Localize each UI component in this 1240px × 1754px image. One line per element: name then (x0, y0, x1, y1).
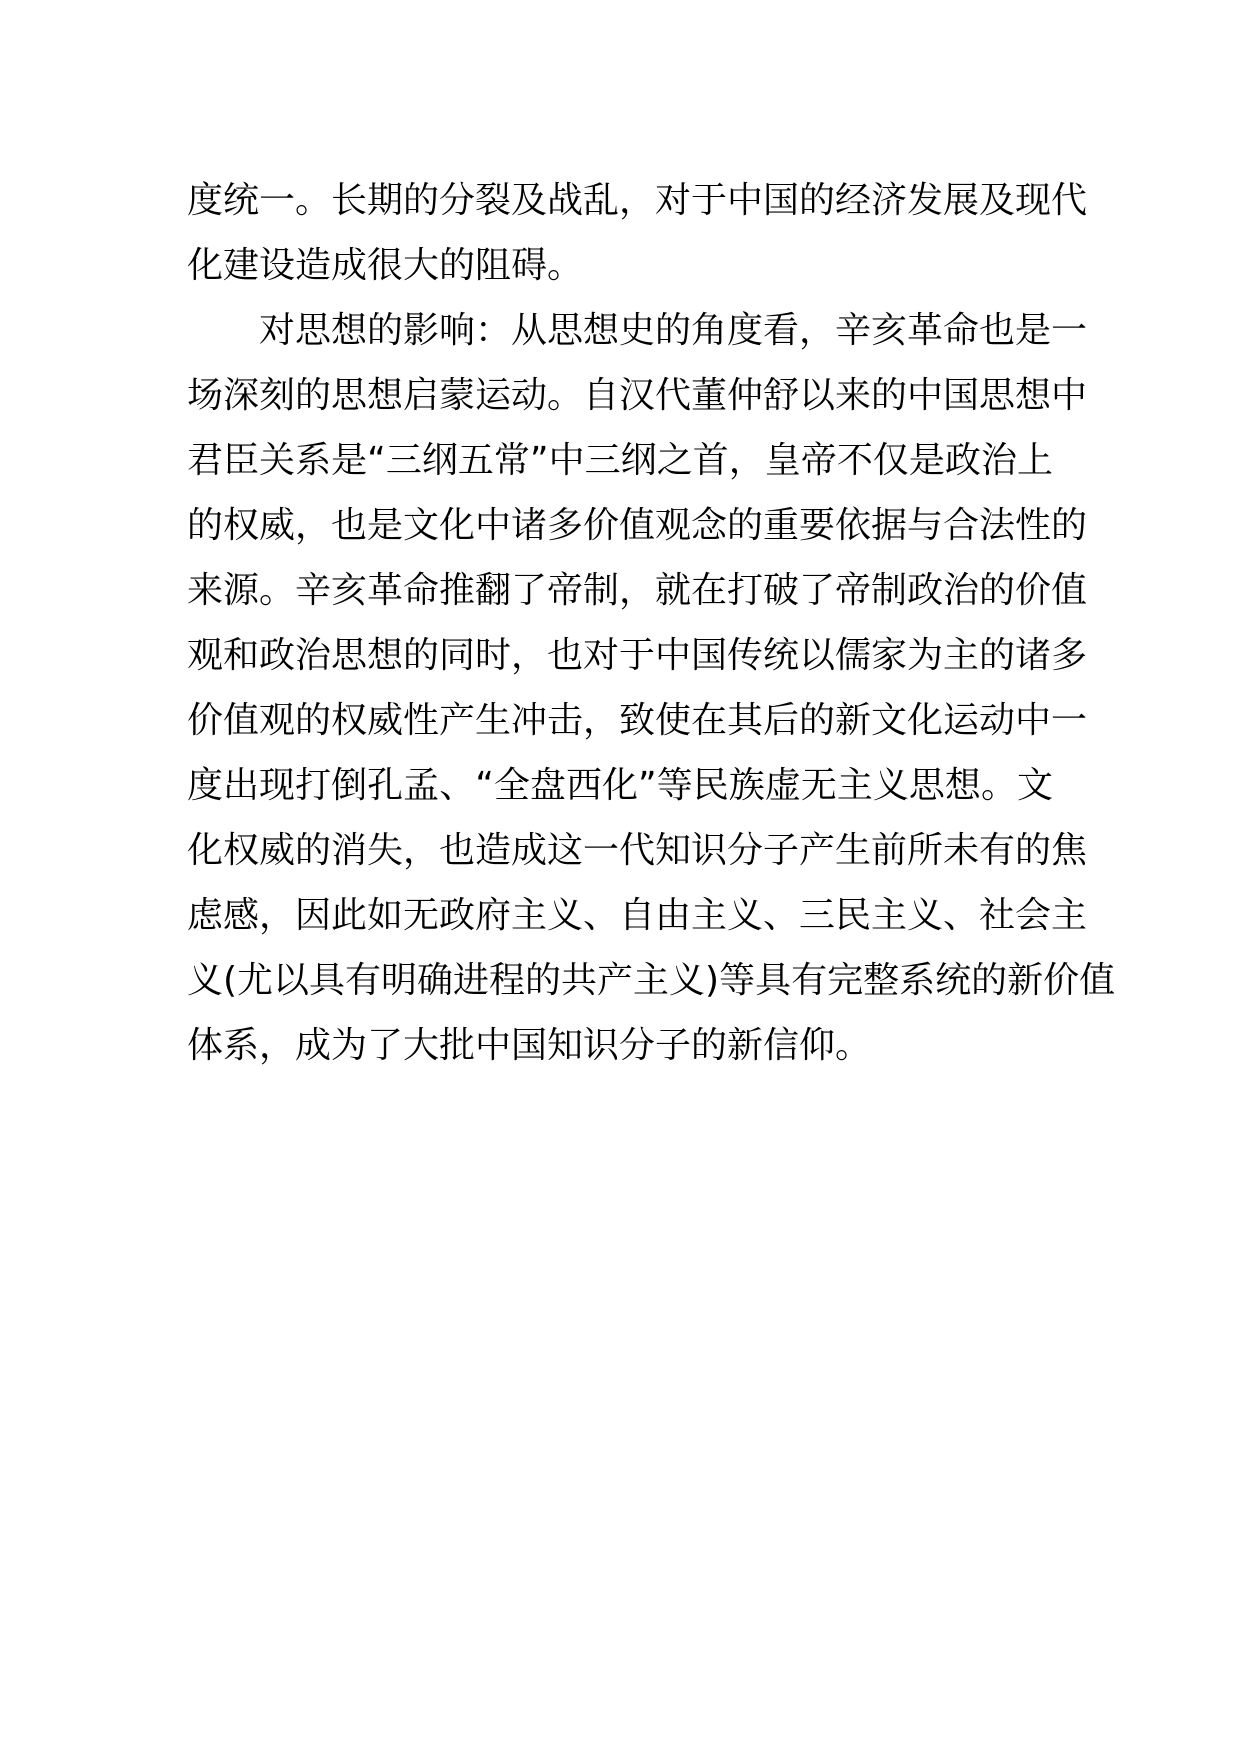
text-line: 场深刻的思想启蒙运动。自汉代董仲舒以来的中国思想中 (187, 375, 1088, 416)
text-line: 度出现打倒孔孟、“全盘西化”等民族虚无主义思想。文 (187, 765, 1053, 806)
paragraph-influence-on-thought (187, 298, 1116, 1078)
text-line: 化权威的消失，也造成这一代知识分子产生前所未有的焦 (187, 830, 1088, 871)
body-text (187, 168, 1116, 1078)
text-line: 对思想的影响：从思想史的角度看，辛亥革命也是一 (259, 310, 1088, 351)
text-line: 君臣关系是“三纲五常”中三纲之首，皇帝不仅是政治上 (187, 440, 1053, 481)
paragraph-continued (187, 168, 1088, 298)
text-line: 的权威，也是文化中诸多价值观念的重要依据与合法性的 (187, 505, 1088, 546)
text-line: 观和政治思想的同时，也对于中国传统以儒家为主的诸多 (187, 635, 1088, 676)
text-line: 来源。辛亥革命推翻了帝制，就在打破了帝制政治的价值 (187, 570, 1088, 611)
text-line: 体系，成为了大批中国知识分子的新信仰。 (187, 1025, 872, 1066)
text-line: 度统一。长期的分裂及战乱，对于中国的经济发展及现代 (187, 180, 1088, 221)
text-line: 化建设造成很大的阻碍。 (187, 245, 584, 286)
text-line: 义(尤以具有明确进程的共产主义)等具有完整系统的新价值 (187, 960, 1116, 1001)
text-line: 虑感，因此如无政府主义、自由主义、三民主义、社会主 (187, 895, 1088, 936)
text-line: 价值观的权威性产生冲击，致使在其后的新文化运动中一 (187, 700, 1088, 741)
